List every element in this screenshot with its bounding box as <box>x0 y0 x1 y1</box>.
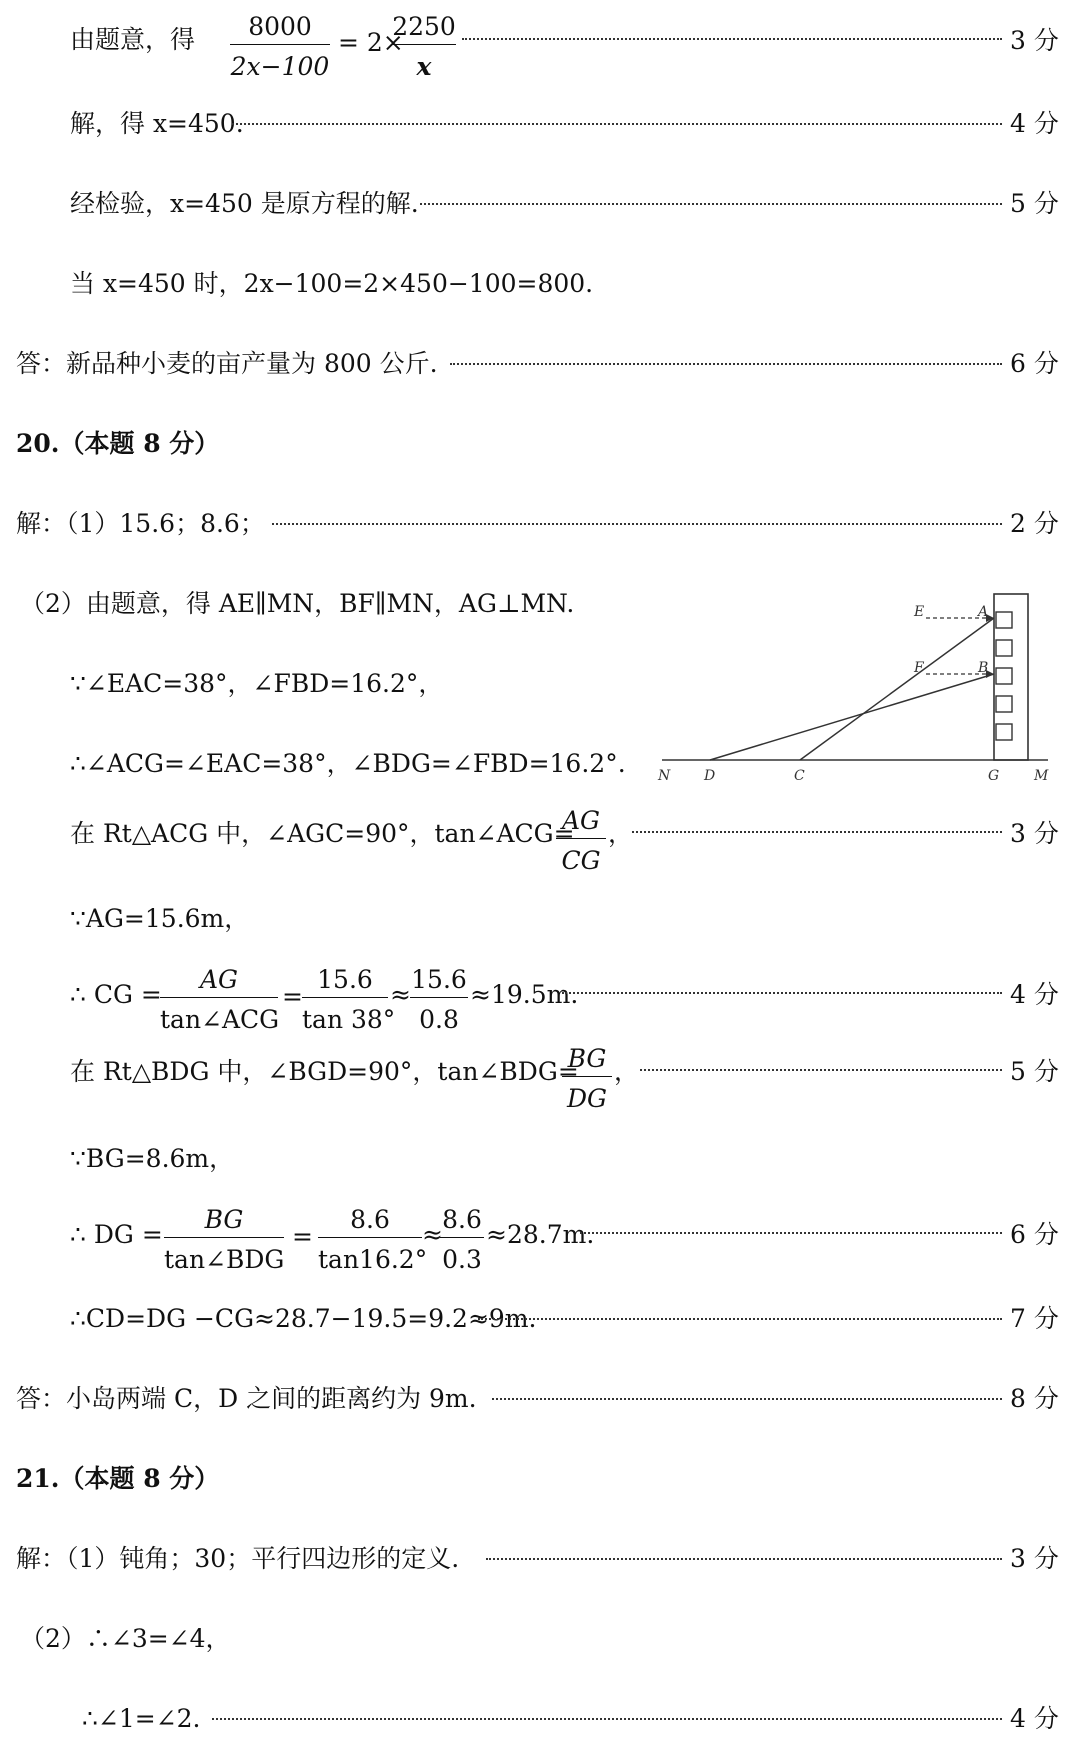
numerator: AG <box>199 965 239 994</box>
fraction-bar <box>318 1237 422 1238</box>
fraction-bar <box>164 1237 284 1238</box>
denominator: 0.3 <box>442 1245 482 1274</box>
denominator: x <box>416 52 432 81</box>
q20-tan-bdg-prefix: 在 Rt△BDG 中，∠BGD=90°，tan∠BDG= <box>70 1057 579 1086</box>
dot-leader <box>450 363 1002 365</box>
label-n: N <box>658 768 671 780</box>
fraction-bar <box>392 44 456 45</box>
q20-part2-intro: （2）由题意，得 AE∥MN，BF∥MN，AG⊥MN. <box>20 589 575 618</box>
q21-part1: 解：（1）钝角；30；平行四边形的定义. <box>16 1544 460 1573</box>
label-e: E <box>914 604 925 620</box>
q21-part2: （2）∴∠3=∠4， <box>20 1624 231 1653</box>
dot-leader <box>462 38 1002 40</box>
line-3: 经检验，x=450 是原方程的解. <box>70 189 419 218</box>
q20-answer: 答：小岛两端 C，D 之间的距离约为 9m. <box>16 1384 477 1413</box>
question-21-heading: 21.（本题 8 分） <box>16 1464 220 1493</box>
denominator: 2x−100 <box>230 52 330 81</box>
line-2: 解，得 x=450. <box>70 109 244 138</box>
score: 3 分 <box>1010 1544 1059 1573</box>
comma: ， <box>614 1057 640 1086</box>
score: 4 分 <box>1010 980 1059 1009</box>
score: 8 分 <box>1010 1384 1059 1413</box>
q20-dg-prefix: ∴ DG = <box>70 1220 163 1249</box>
window <box>996 668 1012 684</box>
building <box>994 594 1028 760</box>
dot-leader <box>492 1398 1002 1400</box>
score: 2 分 <box>1010 509 1059 538</box>
label-m: M <box>1034 768 1049 780</box>
line-ac <box>800 618 994 760</box>
q20-cg-prefix: ∴ CG = <box>70 980 162 1009</box>
fraction-15-6-tan38 <box>302 963 396 1035</box>
score: 6 分 <box>1010 349 1059 378</box>
dot-leader <box>478 1318 1002 1320</box>
score: 6 分 <box>1010 1220 1059 1249</box>
denominator: 0.8 <box>419 1005 459 1034</box>
denominator: tan16.2° <box>318 1245 428 1274</box>
label-f: F <box>914 660 924 676</box>
numerator: 8000 <box>248 12 312 41</box>
score: 7 分 <box>1010 1304 1059 1333</box>
window <box>996 724 1012 740</box>
line-4: 当 x=450 时，2x−100=2×450−100=800. <box>70 269 594 298</box>
label-b: B <box>978 660 989 676</box>
dot-leader <box>212 1718 1002 1720</box>
q20-tan-acg-prefix: 在 Rt△ACG 中，∠AGC=90°，tan∠ACG= <box>70 819 575 848</box>
fraction-8-6-tan16-2 <box>318 1203 428 1275</box>
fraction-bar <box>410 997 468 998</box>
label-a: A <box>978 604 989 620</box>
q20-bg-value: ∵BG=8.6m， <box>70 1144 235 1173</box>
approx: ≈ <box>422 1220 443 1249</box>
q20-ag-value: ∵AG=15.6m， <box>70 904 250 933</box>
label-c: C <box>794 768 805 780</box>
fraction-bg-tan-bdg <box>164 1203 284 1275</box>
equals: = <box>282 982 303 1011</box>
score: 3 分 <box>1010 26 1059 55</box>
numerator: 15.6 <box>411 965 467 994</box>
denominator: DG <box>566 1084 607 1113</box>
dot-leader <box>640 1069 1002 1071</box>
dot-leader <box>420 203 1002 205</box>
numerator: BG <box>567 1044 607 1073</box>
dot-leader <box>580 1232 1002 1234</box>
score: 3 分 <box>1010 819 1059 848</box>
question-20-heading: 20.（本题 8 分） <box>16 429 220 458</box>
window <box>996 696 1012 712</box>
q20-dg-result: ≈28.7m. <box>486 1220 595 1249</box>
denominator: CG <box>561 846 601 875</box>
score: 4 分 <box>1010 109 1059 138</box>
numerator: 8.6 <box>350 1205 390 1234</box>
fraction-2250 <box>392 10 456 80</box>
window <box>996 640 1012 656</box>
equals: = <box>292 1222 313 1251</box>
fraction-15-6-0-8 <box>410 963 468 1035</box>
label-d: D <box>704 768 716 780</box>
q20-given-angles: ∵∠EAC=38°，∠FBD=16.2°， <box>70 669 444 698</box>
fraction-bar <box>556 838 606 839</box>
numerator: 8.6 <box>442 1205 482 1234</box>
q21-part2-conclusion: ∴∠1=∠2. <box>82 1704 201 1733</box>
fraction-bar <box>160 997 278 998</box>
fraction-bar <box>440 1237 484 1238</box>
score: 5 分 <box>1010 1057 1059 1086</box>
fraction-8000 <box>230 10 330 80</box>
label-g: G <box>988 768 1000 780</box>
dot-leader <box>272 523 1002 525</box>
q20-part1: 解：（1）15.6；8.6； <box>16 509 265 538</box>
numerator: AG <box>561 806 601 835</box>
denominator: tan∠ACG <box>160 1005 280 1034</box>
numerator: 15.6 <box>317 965 373 994</box>
fraction-ag-cg <box>556 804 606 874</box>
denominator: tan 38° <box>302 1005 396 1034</box>
line-bd <box>710 674 994 760</box>
q20-derived-angles: ∴∠ACG=∠EAC=38°，∠BDG=∠FBD=16.2°. <box>70 749 626 778</box>
fraction-bg-dg <box>562 1042 612 1112</box>
dot-leader <box>232 123 1002 125</box>
fraction-bar <box>302 997 388 998</box>
window <box>996 612 1012 628</box>
approx: ≈ <box>390 980 411 1009</box>
fraction-ag-tan-acg <box>160 963 278 1035</box>
dot-leader <box>562 992 1002 994</box>
score: 5 分 <box>1010 189 1059 218</box>
fraction-bar <box>562 1076 612 1077</box>
q20-cd-result: ∴CD=DG −CG≈28.7−19.5=9.2≈9m. <box>70 1304 537 1333</box>
score: 4 分 <box>1010 1704 1059 1733</box>
line-1-mid: = 2× <box>338 28 404 57</box>
q20-cg-result: ≈19.5m. <box>470 980 579 1009</box>
dot-leader <box>632 831 1002 833</box>
fraction-bar <box>230 44 330 45</box>
line-1-prefix: 由题意，得 <box>70 25 196 54</box>
comma: ， <box>608 819 634 848</box>
numerator: 2250 <box>392 12 456 41</box>
geometry-figure <box>656 590 1056 780</box>
denominator: tan∠BDG <box>164 1245 285 1274</box>
dot-leader <box>486 1558 1002 1560</box>
fraction-8-6-0-3 <box>440 1203 484 1275</box>
line-5-answer: 答：新品种小麦的亩产量为 800 公斤. <box>16 349 438 378</box>
numerator: BG <box>204 1205 244 1234</box>
